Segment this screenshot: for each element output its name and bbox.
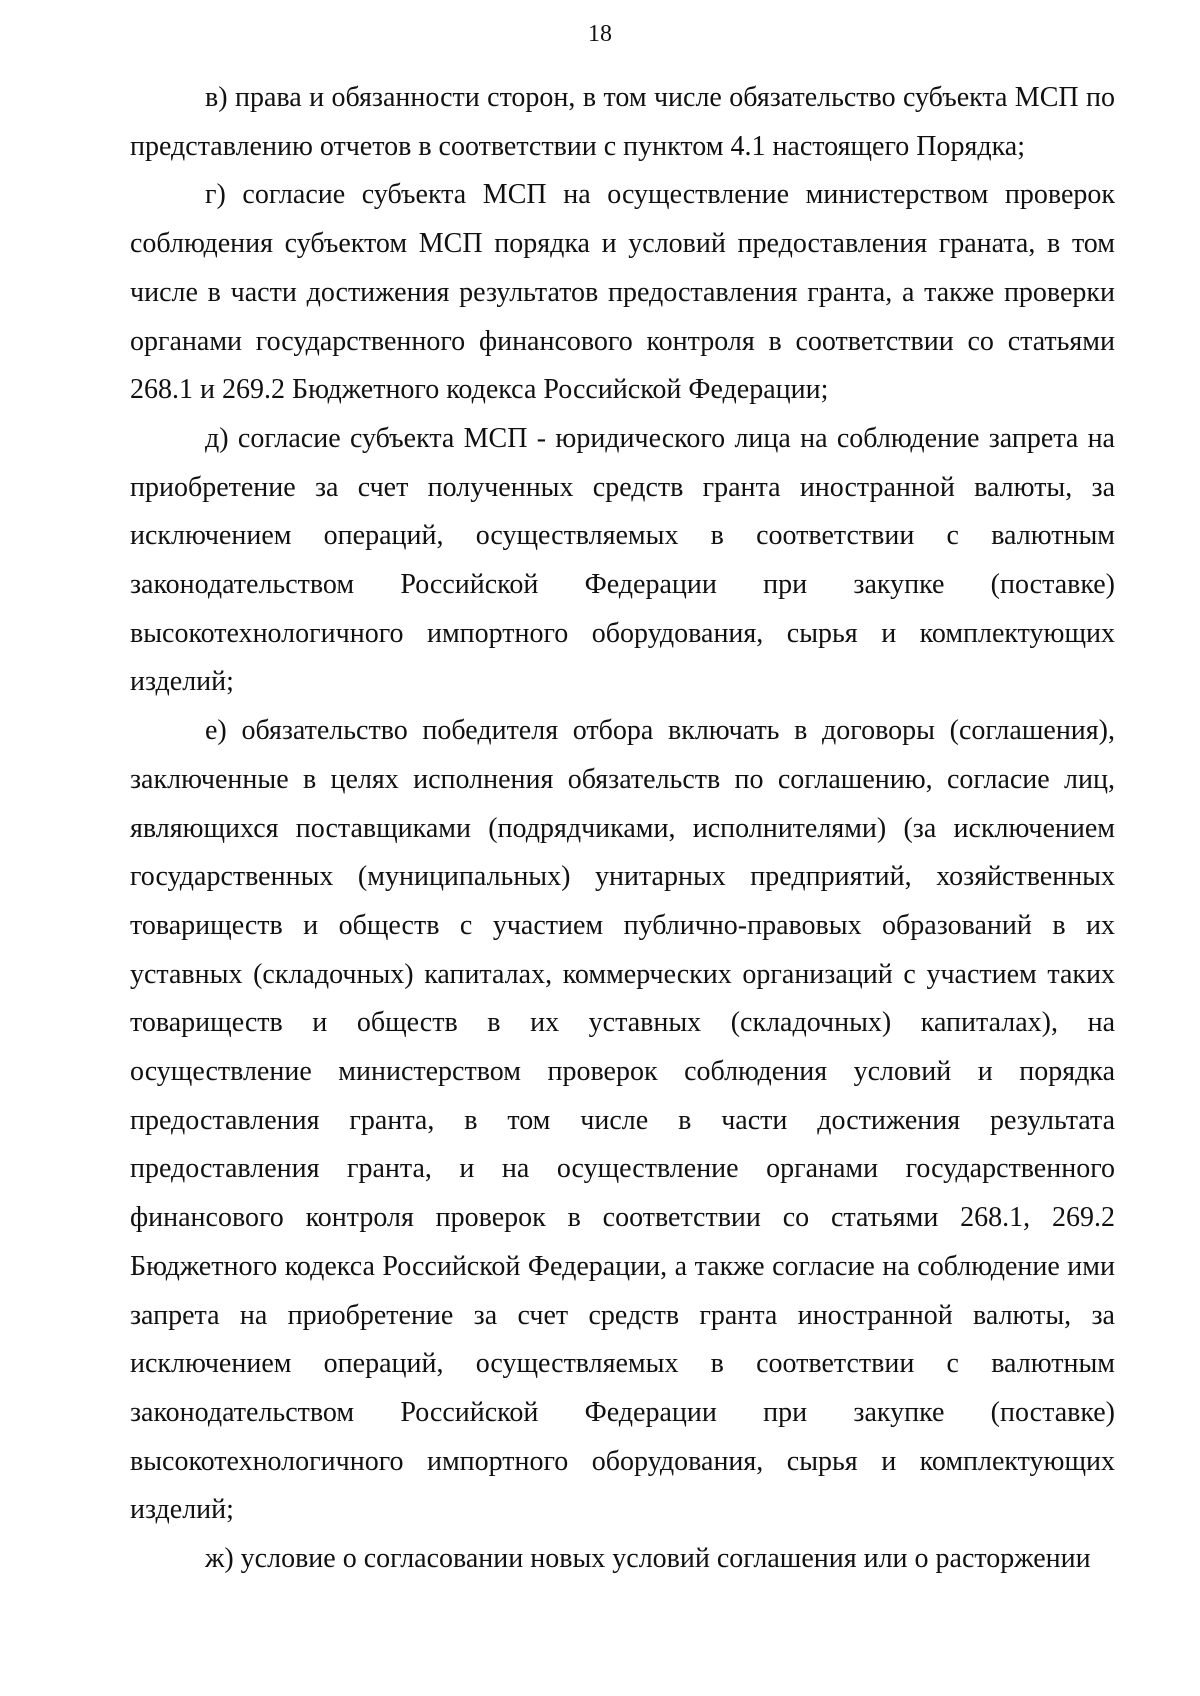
- paragraph-d: д) согласие субъекта МСП - юридического лица на соблюдение запрета на приобретение за счет полученных средств гранта иностранной валюты, за исключением операций, осуществляемых в соответствии с валютным законодательством Российской Федерации при закупке (поставке) высокотехнологичного импортного оборудования, сырья и комплектующих изделий;: [130, 422, 1115, 698]
- document-body: [130, 74, 1115, 1584]
- page-number: 18: [588, 21, 612, 47]
- paragraph-e: е) обязательство победителя отбора включать в договоры (соглашения), заключенные в целях исполнения обязательств по соглашению, согласие лиц, являющихся поставщиками (подрядчиками, исполнителями) (за исключением государственных (муниципальных) унитарных предприятий, хозяйственных товариществ и обществ с участием публично-правовых образований в их уставных (складочных) капиталах, коммерческих организаций с участием таких товариществ и обществ в их уставных (складочных) капиталах), на осуществление министерством проверок соблюдения условий и порядка предоставления гранта, в том числе в части достижения результата предоставления гранта, и на осуществление органами государственного финансового контроля проверок в соответствии со статьями 268.1, 269.2 Бюджетного кодекса Российской Федерации, а также согласие на соблюдение ими запрета на приобретение за счет средств гранта иностранной валюты, за исключением операций, осуществляемых в соответствии с валютным законодательством Российской Федерации при закупке (поставке) высокотехнологичного импортного оборудования, сырья и комплектующих изделий;: [130, 715, 1115, 1526]
- paragraph-v: в) права и обязанности сторон, в том числе обязательство субъекта МСП по представлению отчетов в соответствии с пунктом 4.1 настоящего Порядка;: [130, 82, 1115, 162]
- paragraph-g: г) согласие субъекта МСП на осуществление министерством проверок соблюдения субъектом МСП порядка и условий предоставления граната, в том числе в части достижения результатов предоставления гранта, а также проверки органами государственного финансового контроля в соответствии со статьями 268.1 и 269.2 Бюджетного кодекса Российской Федерации;: [130, 179, 1115, 406]
- paragraph-zh: ж) условие о согласовании новых условий соглашения или о расторжении: [205, 1543, 1091, 1575]
